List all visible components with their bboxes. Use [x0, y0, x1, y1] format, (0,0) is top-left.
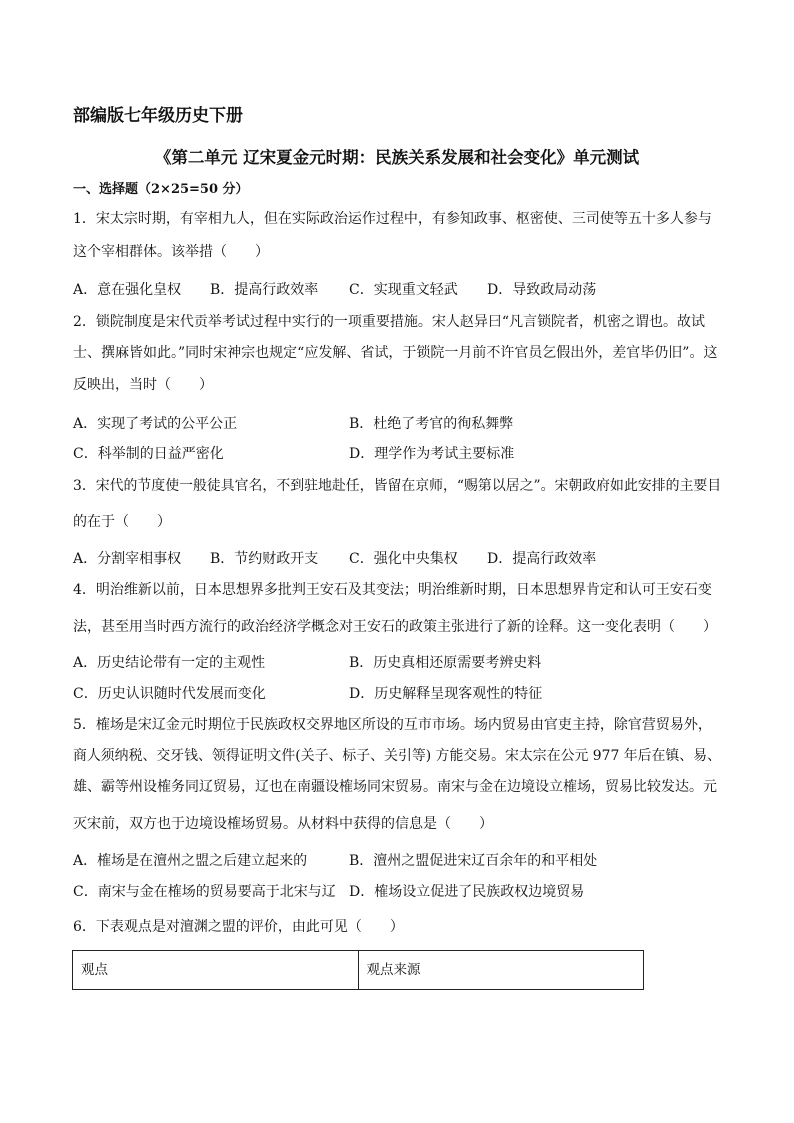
- q5-option-c: C．南宋与金在榷场的贸易要高于北宋与辽: [73, 884, 336, 900]
- q5-line-3: 雄、霸等州设榷务同辽贸易，辽也在南疆设榷场同宋贸易。南宋与金在边境设立榷场，贸易比较发达。元: [73, 779, 717, 795]
- q2-option-d: D．理学作为考试主要标准: [349, 446, 515, 462]
- exam-title: 《第二单元 辽宋夏金元时期：民族关系发展和社会变化》单元测试: [154, 148, 640, 167]
- q3-option-c: C．强化中央集权: [349, 551, 458, 567]
- section-title: 一、选择题（2×25=50 分）: [73, 182, 249, 197]
- q2-option-b: B．杜绝了考官的徇私舞弊: [349, 416, 514, 432]
- q2-option-a: A．实现了考试的公平公正: [73, 416, 238, 432]
- q4-option-a: A．历史结论带有一定的主观性: [73, 655, 266, 671]
- doc-title: 部编版七年级历史下册: [73, 106, 243, 126]
- table-header-source: 观点来源: [358, 951, 644, 989]
- q4-option-b: B．历史真相还原需要考辨史料: [349, 655, 542, 671]
- table-header-viewpoint: 观点: [81, 962, 108, 978]
- q5-option-d: D．榷场设立促进了民族政权边境贸易: [349, 884, 585, 900]
- q2-line-3: 反映出，当时（ ）: [73, 377, 213, 393]
- q3-line-1: 3．宋代的节度使一般徒具官名，不到驻地赴任，皆留在京师，“赐第以居之”。宋朝政府如此安排的主要目: [73, 478, 722, 494]
- q3-option-b: B．节约财政开支: [210, 551, 319, 567]
- q4-line-1: 4．明治维新以前，日本思想界多批判王安石及其变法；明治维新时期，日本思想界肯定和认可王安石变: [73, 582, 712, 598]
- q3-option-a: A．分割宰相事权: [73, 551, 182, 567]
- q1-option-d: D．导致政局动荡: [487, 282, 597, 298]
- q5-option-a: A．榷场是在澶州之盟之后建立起来的: [73, 853, 308, 869]
- q1-line-1: 1．宋太宗时期，有宰相九人，但在实际政治运作过程中，有参知政事、枢密使、三司使等五十多人参与: [73, 211, 712, 227]
- q4-line-2: 法，甚至用当时西方流行的政治经济学概念对王安石的政策主张进行了新的诠释。这一变化表明（ ）: [73, 619, 717, 635]
- q1-line-2: 这个宰相群体。该举措（ ）: [73, 244, 269, 260]
- q2-line-1: 2．锁院制度是宋代贡举考试过程中实行的一项重要措施。宋人赵异曰“凡言锁院者，机密之谓也。故试: [73, 314, 706, 330]
- q3-option-d: D．提高行政效率: [487, 551, 597, 567]
- q5-line-2: 商人须纳税、交牙钱、领得证明文件(关子、标子、关引等) 方能交易。宋太宗在公元 977 年后在镇、易、: [73, 748, 721, 764]
- q6-line-1: 6．下表观点是对澶渊之盟的评价，由此可见（ ）: [73, 919, 404, 935]
- q1-option-b: B．提高行政效率: [210, 282, 319, 298]
- q4-option-d: D．历史解释呈现客观性的特征: [349, 686, 543, 702]
- q2-option-c: C．科举制的日益严密化: [73, 446, 224, 462]
- q5-option-b: B．澶州之盟促进宋辽百余年的和平相处: [349, 853, 598, 869]
- q4-option-c: C．历史认识随时代发展而变化: [73, 686, 266, 702]
- q1-option-a: A．意在强化皇权: [73, 282, 182, 298]
- q3-line-2: 的在于（ ）: [73, 514, 171, 530]
- viewpoint-table: [72, 950, 644, 990]
- q5-line-1: 5．榷场是宋辽金元时期位于民族政权交界地区所设的互市市场。场内贸易由官吏主持，除官营贸易外，: [73, 717, 712, 733]
- q2-line-2: 士、撰麻皆如此。”同时宋神宗也规定“应发解、省试，于锁院一月前不许官员乞假出外，差官毕仍旧”。这: [73, 345, 718, 361]
- q5-line-4: 灭宋前，双方也于边境设榷场贸易。从材料中获得的信息是（ ）: [73, 816, 493, 832]
- q1-option-c: C．实现重文轻武: [349, 282, 458, 298]
